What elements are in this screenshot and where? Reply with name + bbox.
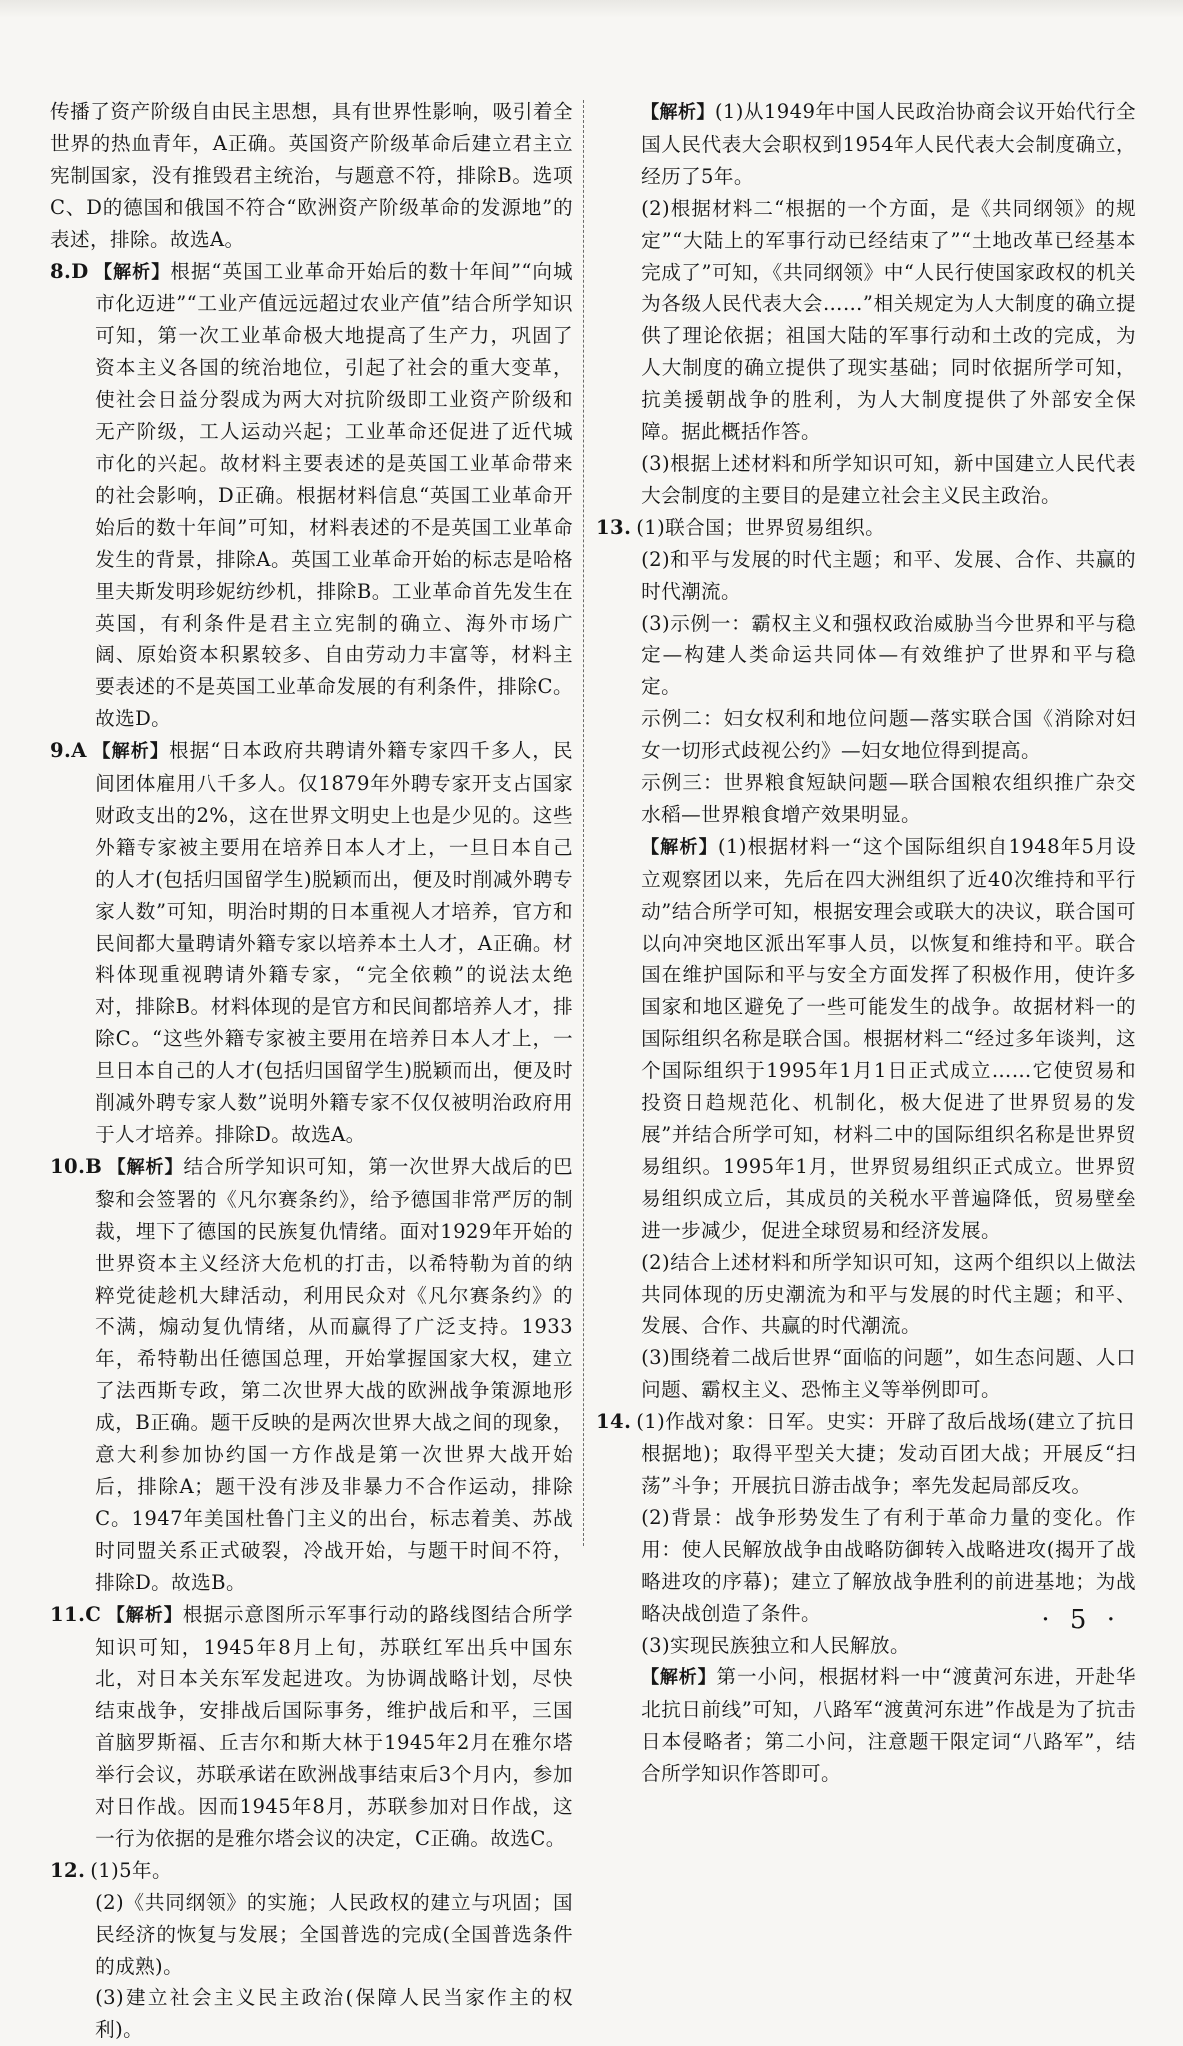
paragraph-text: (2)结合上述材料和所学知识可知，这两个组织以上做法共同体现的历史潮流为和平与发展的时代主题；和平、发展、合作、共赢的时代潮流。 [641,1250,1136,1338]
answer-sub-paragraph [50,1887,573,1983]
paragraph-text: (3)示例一：霸权主义和强权政治威胁当今世界和平与稳定—构建人类命运共同体—有效维护了世界和平与稳定。 [641,611,1136,699]
answer-item [596,512,1136,544]
paragraph-text: 示例二：妇女权利和地位问题—落实联合国《消除对妇女一切形式歧视公约》—妇女地位得到提高。 [641,707,1136,763]
answer-sub-paragraph [596,1661,1136,1790]
paragraph-text: (1)联合国；世界贸易组织。 [636,515,886,539]
answer-sub-paragraph [50,1982,573,2046]
paragraph-text: (3)根据上述材料和所学知识可知，新中国建立人民代表大会制度的主要目的是建立社会主义民主政治。 [641,451,1136,507]
column-divider [583,100,584,1546]
left-column [50,96,573,2042]
paragraph-text: 传播了资产阶级自由民主思想，具有世界性影响，吸引着全世界的热血青年，A正确。英国资产阶级革命后建立君主立宪制国家，没有推毁君主统治，与题意不符，排除B。选项C、D的德国和俄国不符合“欧洲资产阶级革命的发源地”的表述，排除。故选A。 [50,100,573,251]
paragraph-text: 第一小问，根据材料一中“渡黄河东进，开赴华北抗日前线”可知，八路军“渡黄河东进”作战是为了抗击日本侵略者；第二小问，注意题干限定词“八路军”，结合所学知识作答即可。 [641,1665,1136,1786]
paragraph-text: 根据“英国工业革命开始后的数十年间”“向城市化迈进”“工业产值远远超过农业产值”结合所学知识可知，第一次工业革命极大地提高了生产力，巩固了资本主义各国的统治地位，引起了社会的重大变革，使社会日益分裂成为两大对抗阶级即工业资产阶级和无产阶级，工人运动兴起；工业革命还促进了近代城市化的兴起。故材料主要表述的是英国工业革命带来的社会影响，D正确。根据材料信息“英国工业革命开始后的数十年间”可知，材料表述的不是英国工业革命发生的背景，排除A。英国工业革命开始的标志是哈格里夫斯发明珍妮纺纱机，排除B。工业革命首先发生在英国，有利条件是君主立宪制的确立、海外市场广阔、原始资本积累较多、自由劳动力丰富等，材料主要表述的不是英国工业革命发展的有利条件，排除C。故选D。 [95,259,573,731]
paragraph-text: (3)实现民族独立和人民解放。 [641,1633,910,1657]
answer-sub-paragraph [596,1342,1136,1406]
answer-number: 8.D [50,259,89,283]
answer-number: 9.A [50,739,87,763]
analysis-tag: 【解析】 [106,1604,183,1626]
paragraph-text: 示例三：世界粮食短缺问题—联合国粮农组织推广杂交水稻—世界粮食增产效果明显。 [641,771,1136,826]
answer-number: 12. [50,1858,86,1882]
paragraph-text: (3)建立社会主义民主政治(保障人民当家作主的权利)。 [95,1986,573,2042]
paragraph-text: (2)和平与发展的时代主题；和平、发展、合作、共赢的时代潮流。 [641,547,1136,603]
answer-sub-paragraph [596,767,1136,831]
answer-number: 10.B [50,1154,103,1178]
answer-item [50,256,573,736]
answer-number: 13. [596,515,632,539]
analysis-tag: 【解析】 [91,741,169,763]
analysis-tag: 【解析】 [641,836,718,858]
answer-item [50,1151,573,1599]
answer-sub-paragraph [596,193,1136,448]
continued-paragraph [50,96,573,256]
answer-item [596,1406,1136,1502]
answer-sub-paragraph [596,608,1136,704]
answer-item [50,735,573,1151]
right-column [596,96,1137,1786]
analysis-tag: 【解析】 [107,1156,184,1178]
paragraph-text: 结合所学知识可知，第一次世界大战后的巴黎和会签署的《凡尔赛条约》，给予德国非常严厉的制裁，埋下了德国的民族复仇情绪。面对1929年开始的世界资本主义经济大危机的打击，以希特勒为首的纳粹党徒趁机大肆活动，利用民众对《凡尔赛条约》的不满，煽动复仇情绪，从而赢得了广泛支持。1933年，希特勒出任德国总理，开始掌握国家大权，建立了法西斯专政，第二次世界大战的欧洲战争策源地形成，B正确。题干反映的是两次世界大战之间的现象，意大利参加协约国一方作战是第一次世界大战开始后，排除A；题干没有涉及非暴力不合作运动，排除C。1947年美国杜鲁门主义的出台，标志着美、苏战时同盟关系正式破裂，冷战开始，与题干时间不符，排除D。故选B。 [95,1154,573,1594]
paragraph-text: (2)根据材料二“根据的一个方面，是《共同纲领》的规定”“大陆上的军事行动已经结束了”“土地改革已经基本完成了”可知，《共同纲领》中“人民行使国家政权的机关为各级人民代表大会……”相关规定为人大制度的确立提供了理论依据；祖国大陆的军事行动和土改的完成，为人大制度的确立提供了现实基础；同时依据所学可知，抗美援朝战争的胜利，为人大制度提供了外部安全保障。据此概括作答。 [641,196,1136,444]
paragraph-text: (2)背景：战争形势发生了有利于革命力量的变化。作用：使人民解放战争由战略防御转入战略进攻(揭开了战略进攻的序幕)；建立了解放战争胜利的前进基地；为战略决战创造了条件。 [641,1505,1136,1625]
answer-item [50,1855,573,1887]
paragraph-text: (1)作战对象：日军。史实：开辟了敌后战场(建立了抗日根据地)；取得平型关大捷；发动百团大战；开展反“扫荡”斗争；开展抗日游击战争；率先发起局部反攻。 [636,1410,1136,1497]
answer-sub-paragraph [596,448,1136,512]
paragraph-text: (1)5年。 [90,1858,172,1882]
answer-sub-paragraph [596,703,1136,767]
page-top-edge [0,0,1183,18]
paragraph-text: (3)围绕着二战后世界“面临的问题”，如生态问题、人口问题、霸权主义、恐怖主义等举例即可。 [641,1346,1136,1402]
answer-sub-paragraph [596,1247,1136,1343]
paragraph-text: (1)根据材料一“这个国际组织自1948年5月设立观察团以来，先后在四大洲组织了近40次维持和平行动”结合所学可知，根据安理会或联大的决议，联合国可以向冲突地区派出军事人员，以恢复和维持和平。联合国在维护国际和平与安全方面发挥了积极作用，使许多国家和地区避免了一些可能发生的战争。故据材料一的国际组织名称是联合国。根据材料二“经过多年谈判，这个国际组织于1995年1月1日正式成立……它使贸易和投资日趋规范化、机制化，极大促进了世界贸易的发展”并结合所学可知，材料二中的国际组织名称是世界贸易组织。1995年1月，世界贸易组织正式成立。世界贸易组织成立后，其成员的关税水平普遍降低，贸易壁垒进一步减少，促进全球贸易和经济发展。 [641,834,1136,1242]
paragraph-text: 根据示意图所示军事行动的路线图结合所学知识可知，1945年8月上旬，苏联红军出兵中国东北，对日本关东军发起进攻。为协调战略计划，尽快结束战争，安排战后国际事务，维护战后和平，三国首脑罗斯福、丘吉尔和斯大林于1945年2月在雅尔塔举行会议，苏联承诺在欧洲战事结束后3个月内，参加对日作战。因而1945年8月，苏联参加对日作战，这一行为依据的是雅尔塔会议的决定，C正确。故选C。 [95,1602,573,1850]
paragraph-text: (1)从1949年中国人民政治协商会议开始代行全国人民代表大会职权到1954年人民代表大会制度确立，经历了5年。 [641,100,1137,188]
page-number: · 5 · [1041,1605,1121,1635]
analysis-tag: 【解析】 [93,261,171,283]
paragraph-text: (2)《共同纲领》的实施；人民政权的建立与巩固；国民经济的恢复与发展；全国普选的完成(全国普选条件的成熟)。 [95,1890,573,1978]
answer-sub-paragraph [596,831,1136,1247]
analysis-tag: 【解析】 [641,102,715,123]
paragraph-text: 根据“日本政府共聘请外籍专家四千多人，民间团体雇用八千多人。仅1879年外聘专家开支占国家财政支出的2%，这在世界文明史上也是少见的。这些外籍专家被主要用在培养日本人才上，一旦日本自己的人才(包括归国留学生)脱颖而出，便及时削减外聘专家人数”可知，明治时期的日本重视人才培养，官方和民间都大量聘请外籍专家以培养本土人才，A正确。材料体现重视聘请外籍专家，“完全依赖”的说法太绝对，排除B。材料体现的是官方和民间都培养人才，排除C。“这些外籍专家被主要用在培养日本人才上，一旦日本自己的人才(包括归国留学生)脱颖而出，便及时削减外聘专家人数”说明外籍专家不仅仅被明治政府用于人才培养。排除D。故选A。 [95,739,573,1146]
answer-item [50,1599,573,1855]
answer-number: 14. [596,1410,632,1434]
answer-sub-paragraph [596,96,1136,193]
answer-number: 11.C [50,1602,102,1626]
analysis-tag: 【解析】 [641,1667,717,1689]
answer-sub-paragraph [596,544,1136,608]
